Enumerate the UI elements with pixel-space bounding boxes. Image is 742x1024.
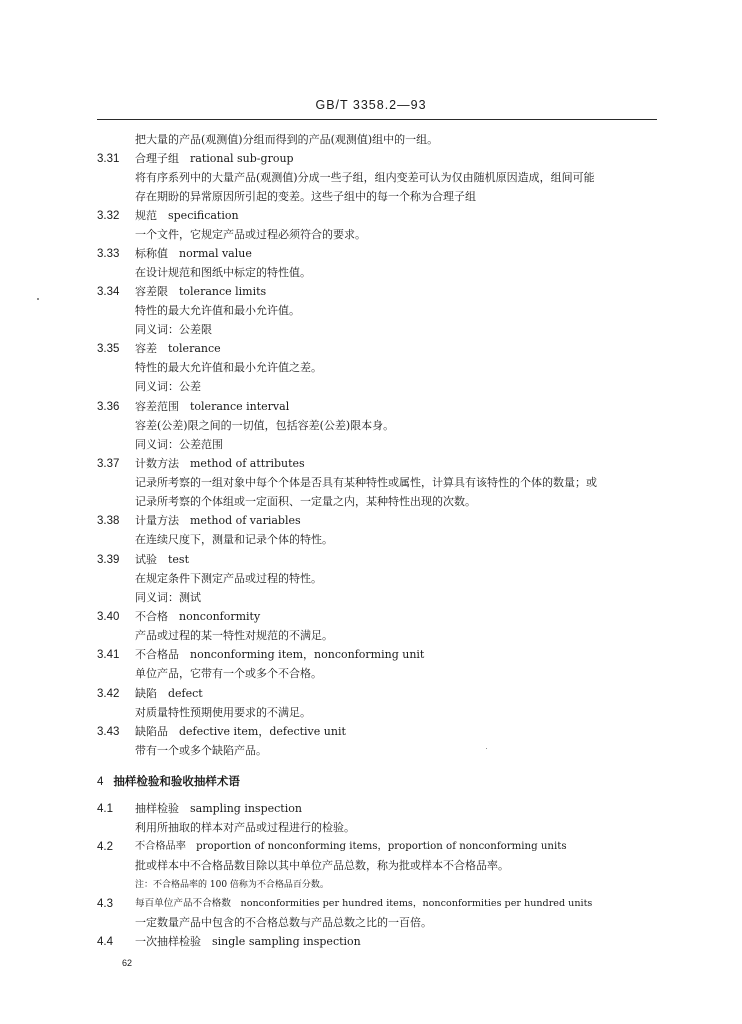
entry-number: 3.39 bbox=[97, 554, 120, 566]
entry-number: 3.38 bbox=[97, 515, 120, 527]
entry-term: 计数方法 method of attributes bbox=[135, 457, 305, 470]
entry-term: 容差限 tolerance limits bbox=[135, 285, 267, 298]
entry-definition: 产品或过程的某一特性对规范的不满足。 bbox=[135, 629, 333, 642]
entry-term: 每百单位产品不合格数 nonconformities per hundred items，nonconformities per hundred units bbox=[135, 898, 593, 909]
entry-number: 3.37 bbox=[97, 458, 120, 470]
entry-definition: 记录所考察的个体组或一定面积、一定量之内，某种特性出现的次数。 bbox=[135, 495, 476, 508]
entry-definition: 容差(公差)限之间的一切值，包括容差(公差)限本身。 bbox=[135, 419, 395, 432]
section-heading bbox=[97, 773, 240, 789]
entry-term: 不合格品率 proportion of nonconforming items，proportion of nonconforming units bbox=[135, 841, 567, 852]
entry-definition: 在连续尺度下，测量和记录个体的特性。 bbox=[135, 533, 333, 546]
scan-speck bbox=[37, 298, 39, 300]
entry-number: 3.41 bbox=[97, 649, 120, 661]
intro-line: 把大量的产品(观测值)分组而得到的产品(观测值)组中的一组。 bbox=[135, 133, 439, 146]
entry-term: 一次抽样检验 single sampling inspection bbox=[135, 935, 361, 948]
entry-definition: 利用所抽取的样本对产品或过程进行的检验。 bbox=[135, 821, 355, 834]
entry-definition: 带有一个或多个缺陷产品。 bbox=[135, 744, 267, 757]
entry-number: 3.42 bbox=[97, 688, 120, 700]
section-number: 4 bbox=[97, 776, 104, 788]
entry-term: 计量方法 method of variables bbox=[135, 514, 301, 527]
entry-definition: 一个文件，它规定产品或过程必须符合的要求。 bbox=[135, 228, 366, 241]
page-number: 62 bbox=[122, 958, 133, 968]
entry-definition: 特性的最大允许值和最小允许值之差。 bbox=[135, 361, 322, 374]
entry-term: 试验 test bbox=[135, 553, 189, 566]
section-title: 抽样检验和验收抽样术语 bbox=[113, 774, 240, 788]
entry-definition: 一定数量产品中包含的不合格总数与产品总数之比的一百倍。 bbox=[135, 916, 432, 929]
entry-term: 规范 specification bbox=[135, 209, 239, 222]
entry-term: 不合格 nonconformity bbox=[135, 610, 261, 623]
entry-definition: 记录所考察的一组对象中每个个体是否具有某种特性或属性，计算具有该特性的个体的数量；或 bbox=[135, 476, 597, 489]
entry-definition: 将有序系列中的大量产品(观测值)分成一些子组，组内变差可认为仅由随机原因造成，组间可能 bbox=[135, 171, 595, 184]
entry-term: 容差 tolerance bbox=[135, 342, 221, 355]
entry-number: 4.1 bbox=[97, 803, 113, 815]
entry-term: 标称值 normal value bbox=[135, 247, 252, 260]
entry-definition: 对质量特性预期使用要求的不满足。 bbox=[135, 706, 311, 719]
header-rule bbox=[97, 119, 657, 120]
entry-term: 不合格品 nonconforming item，nonconforming unit bbox=[135, 648, 425, 661]
entry-term: 合理子组 rational sub-group bbox=[135, 152, 294, 165]
entry-definition: 在规定条件下测定产品或过程的特性。 bbox=[135, 572, 322, 585]
entry-number: 4.3 bbox=[97, 898, 113, 910]
entry-definition: 在设计规范和图纸中标定的特性值。 bbox=[135, 266, 311, 279]
entry-definition: 存在期盼的异常原因所引起的变差。这些子组中的每一个称为合理子组 bbox=[135, 190, 476, 203]
entry-number: 3.31 bbox=[97, 153, 120, 165]
entry-number: 3.34 bbox=[97, 286, 120, 298]
entry-term: 缺陷 defect bbox=[135, 687, 203, 700]
entry-note: 注：不合格品率的 100 倍称为不合格品百分数。 bbox=[135, 880, 329, 890]
entry-number: 3.33 bbox=[97, 248, 120, 260]
entry-definition: 批或样本中不合格品数目除以其中单位产品总数，称为批或样本不合格品率。 bbox=[135, 859, 509, 872]
entry-number: 3.32 bbox=[97, 210, 120, 222]
entry-synonym: 同义词：公差范围 bbox=[135, 438, 223, 451]
entry-definition: 特性的最大允许值和最小允许值。 bbox=[135, 304, 300, 317]
entry-number: 3.35 bbox=[97, 343, 120, 355]
page-header: GB/T 3358.2—93 bbox=[315, 98, 427, 112]
entry-term: 缺陷品 defective item，defective unit bbox=[135, 725, 346, 738]
entry-number: 4.2 bbox=[97, 841, 113, 853]
entry-synonym: 同义词：公差 bbox=[135, 380, 201, 393]
scan-speck bbox=[486, 748, 487, 749]
entry-definition: 单位产品，它带有一个或多个不合格。 bbox=[135, 667, 322, 680]
entry-number: 4.4 bbox=[97, 936, 113, 948]
entry-term: 抽样检验 sampling inspection bbox=[135, 802, 302, 815]
entry-number: 3.36 bbox=[97, 401, 120, 413]
entry-term: 容差范围 tolerance interval bbox=[135, 400, 290, 413]
entry-number: 3.40 bbox=[97, 611, 120, 623]
entry-number: 3.43 bbox=[97, 726, 120, 738]
entry-synonym: 同义词：测试 bbox=[135, 591, 201, 604]
entry-synonym: 同义词：公差限 bbox=[135, 323, 212, 336]
